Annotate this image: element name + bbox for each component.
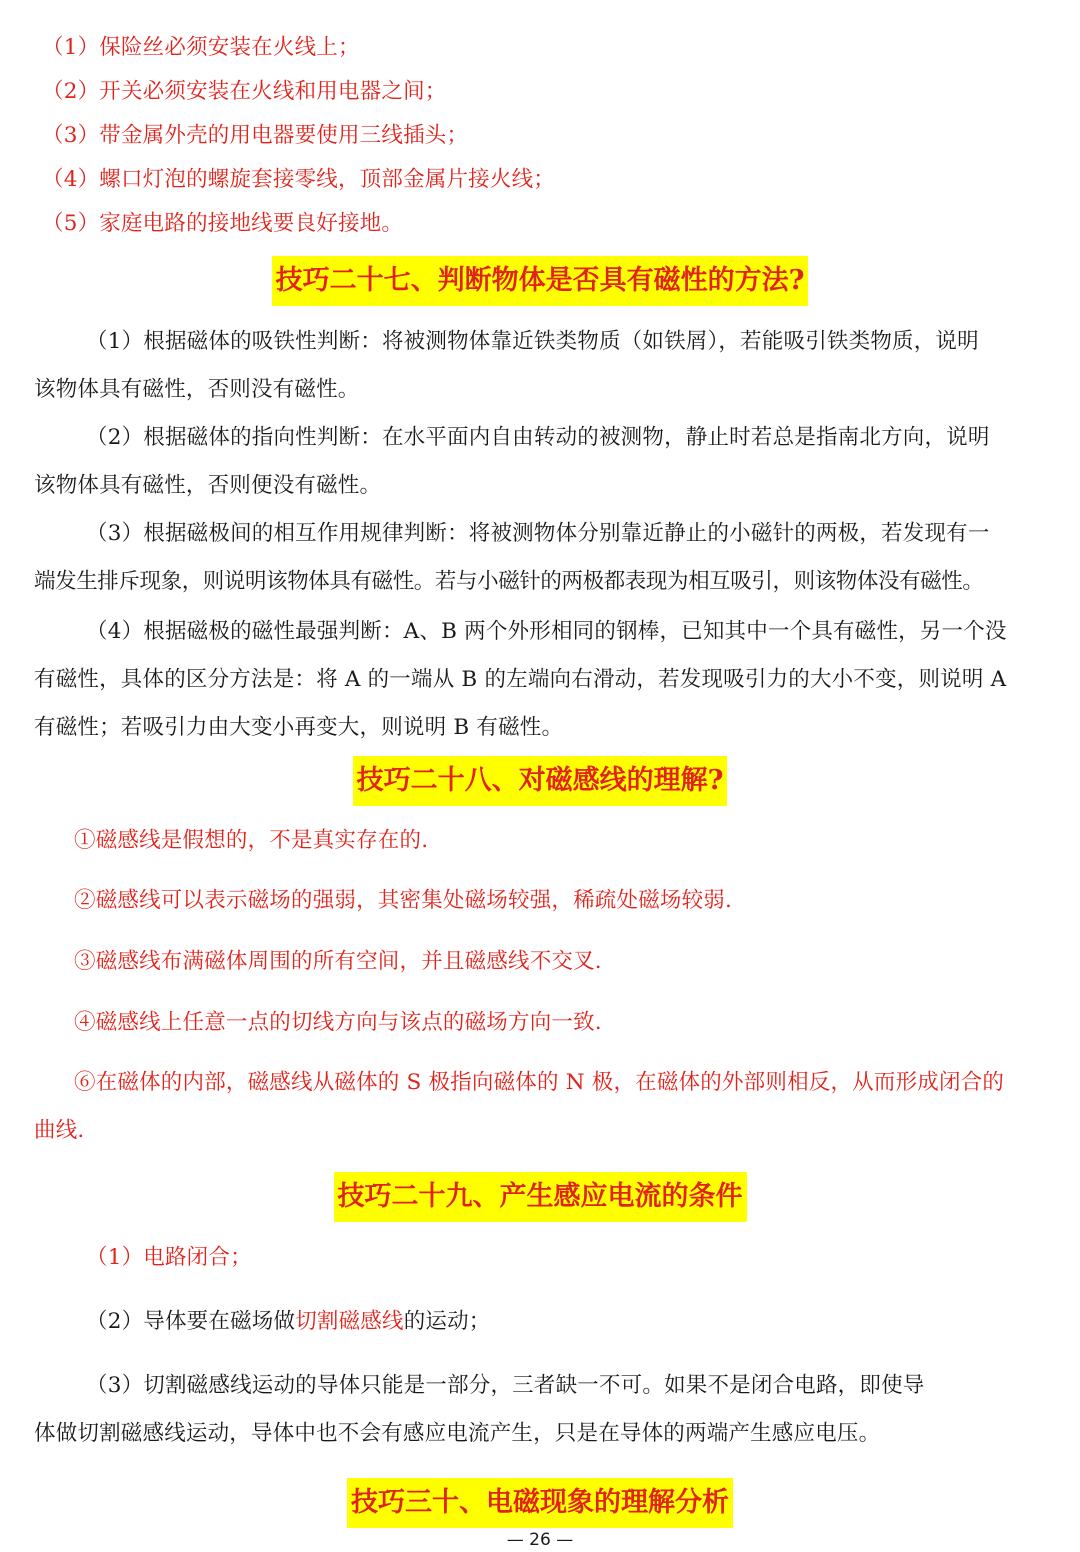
safety-rule-1: （1）保险丝必须安装在火线上； (42, 35, 360, 60)
section30-heading-wrap (0, 1478, 1080, 1528)
section28-line-6: 曲线. (34, 1118, 85, 1143)
section29-item-2-pre: （2）导体要在磁场做 (86, 1309, 296, 1334)
section28-line-5: ⑥在磁体的内部，磁感线从磁体的 S 极指向磁体的 N 极，在磁体的外部则相反，从而形成闭合的 (74, 1070, 1005, 1095)
safety-rule-2: （2）开关必须安装在火线和用电器之间； (42, 79, 447, 104)
section29-heading-wrap (0, 1172, 1080, 1222)
section27-line-8: 有磁性，具体的区分方法是：将 A 的一端从 B 的左端向右滑动，若发现吸引力的大小不变，则说明 A (34, 667, 1007, 692)
safety-rule-3: （3）带金属外壳的用电器要使用三线插头； (42, 123, 469, 148)
section29-item-3-line-2: 体做切割磁感线运动，导体中也不会有感应电流产生，只是在导体的两端产生感应电压。 (34, 1421, 881, 1446)
section30-title: 技巧三十、电磁现象的理解分析 (347, 1478, 733, 1528)
section27-line-3: （2）根据磁体的指向性判断：在水平面内自由转动的被测物，静止时若总是指南北方向，说明 (86, 425, 990, 450)
section29-item-2 (86, 1304, 1028, 1335)
section29-item-3-line-1: （3）切割磁感线运动的导体只能是一部分，三者缺一不可。如果不是闭合电路，即使导 (86, 1373, 925, 1398)
section28-line-2: ②磁感线可以表示磁场的强弱，其密集处磁场较强，稀疏处磁场较弱. (74, 888, 733, 913)
section29-item-1: （1）电路闭合； (86, 1245, 252, 1270)
section27-line-1: （1）根据磁体的吸铁性判断：将被测物体靠近铁类物质（如铁屑），若能吸引铁类物质，说明 (86, 329, 979, 354)
section29-item-2-post: 的运动； (403, 1309, 491, 1334)
page-number: — 26 — (506, 1530, 574, 1550)
safety-rule-4: （4）螺口灯泡的螺旋套接零线，顶部金属片接火线； (42, 167, 555, 192)
section27-line-4: 该物体具有磁性，否则便没有磁性。 (34, 473, 382, 498)
section28-line-4: ④磁感线上任意一点的切线方向与该点的磁场方向一致. (74, 1010, 602, 1035)
section28-line-3: ③磁感线布满磁体周围的所有空间，并且磁感线不交叉. (74, 949, 602, 974)
section27-line-2: 该物体具有磁性，否则没有磁性。 (34, 377, 360, 402)
safety-rule-5: （5）家庭电路的接地线要良好接地。 (42, 211, 404, 236)
section27-line-6: 端发生排斥现象，则说明该物体具有磁性。若与小磁针的两极都表现为相互吸引，则该物体没有磁性。 (34, 569, 984, 594)
section28-heading-wrap (0, 756, 1080, 806)
section27-title: 技巧二十七、判断物体是否具有磁性的方法? (272, 256, 809, 306)
section28-title: 技巧二十八、对磁感线的理解? (353, 756, 728, 806)
section27-heading-wrap (0, 256, 1080, 306)
section27-line-9: 有磁性；若吸引力由大变小再变大，则说明 B 有磁性。 (34, 715, 564, 740)
section28-line-1: ①磁感线是假想的，不是真实存在的. (74, 828, 429, 853)
section29-item-2-emphasis: 切割磁感线 (295, 1309, 404, 1334)
section29-title: 技巧二十九、产生感应电流的条件 (334, 1172, 747, 1222)
section27-line-5: （3）根据磁极间的相互作用规律判断：将被测物体分别靠近静止的小磁针的两极，若发现有一 (86, 521, 990, 546)
section27-line-7: （4）根据磁极的磁性最强判断：A、B 两个外形相同的钢棒，已知其中一个具有磁性，另一个没 (86, 619, 1007, 644)
